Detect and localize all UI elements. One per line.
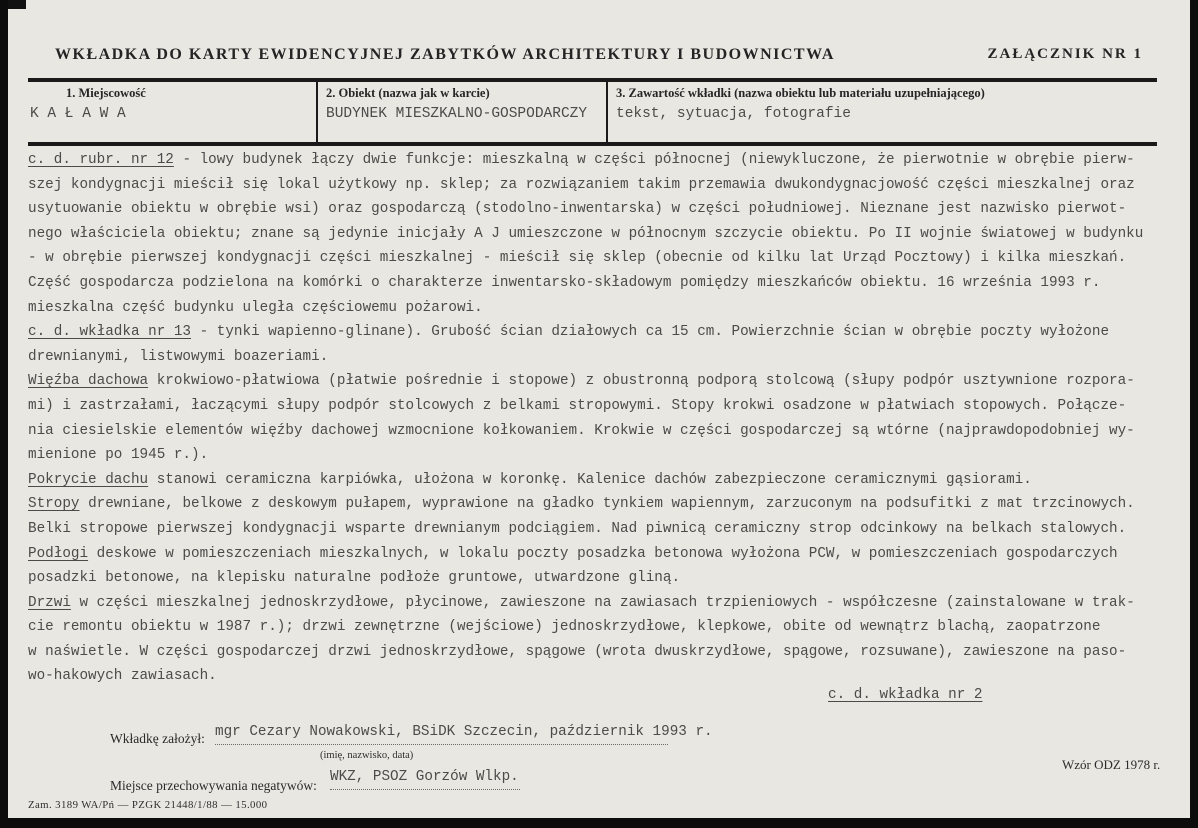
print-imprint: Zam. 3189 WA/Pń — PZGK 21448/1/88 — 15.000	[28, 799, 268, 811]
founder-caption: (imię, nazwisko, data)	[320, 750, 414, 761]
negatives-fill-line	[330, 767, 520, 790]
body-line: Stropy drewniane, belkowe z deskowym pułapem, wyprawione na gładko tynkiem wapiennym, zarzuconym na podsufitki z mat trzcinowych.	[28, 496, 1135, 513]
continuation-note: c. d. wkładka nr 2	[828, 687, 983, 703]
body-line: - w obrębie pierwszej kondygnacji części mieszkalnej - mieścił się sklep (obecnie od kilku lat Urząd Pocztowy) i kilka mieszkań.	[28, 250, 1127, 267]
scan-edge-right	[1190, 0, 1198, 828]
body-line: Pokrycie dachu stanowi ceramiczna karpiówka, ułożona w koronkę. Kalenice dachów zabezpieczone ceramicznymi gąsiorami.	[28, 471, 1032, 488]
founder-value: mgr Cezary Nowakowski, BSiDK Szczecin, październik 1993 r.	[215, 724, 713, 740]
body-line: Drzwi w części mieszkalnej jednoskrzydłowe, płycinowe, zawieszone na zawiasach trzpieniowych - współczesne (zainstalowane w trak-	[28, 594, 1135, 611]
body-line: c. d. wkładka nr 13 - tynki wapienno-glinane). Grubość ścian działowych ca 15 cm. Powierzchnie ścian w obrębie poczty wyłożone	[28, 324, 1110, 341]
field-zawartosc	[606, 82, 1157, 142]
body-line: mieszkalna część budynku uległa częściowemu pożarowi.	[28, 299, 483, 316]
body-line: c. d. rubr. nr 12 - lowy budynek łączy dwie funkcje: mieszkalną w części północnej (niewykluczone, że pierwotnie w obrębie pierw-	[28, 152, 1135, 168]
form-title: WKŁADKA DO KARTY EWIDENCYJNEJ ZABYTKÓW ARCHITEKTURY I BUDOWNICTWA	[55, 46, 835, 63]
body-line: w naświetle. W części gospodarczej drzwi jednoskrzydłowe, spągowe (wrota dwuskrzydłowe, spągowe, rozsuwane), zawieszone na paso-	[28, 643, 1127, 660]
founder-label: Wkładkę założył:	[110, 731, 205, 746]
field-value-obiekt: BUDYNEK MIESZKALNO-GOSPODARCZY	[326, 106, 588, 122]
body-line: szej kondygnacji mieścił się lokal użytkowy np. sklep; za rozwiązaniem takim przemawia dwukondygnacjowość części mieszkalnej oraz	[28, 176, 1135, 193]
body-line: wo-hakowych zawiasach.	[28, 668, 217, 685]
scan-edge-bottom	[0, 818, 1198, 828]
scan-mark-top-left	[8, 0, 26, 9]
body-text	[28, 148, 1178, 689]
negatives-label: Miejsce przechowywania negatywów:	[110, 778, 317, 793]
body-line: mi) i zastrzałami, łaczącymi słupy podpór stolcowych z belkami stropowymi. Stopy krokwi osadzone w płatwiach stopowych. Połącze-	[28, 397, 1127, 414]
field-miejscowosc	[28, 82, 316, 142]
founder-fill-line	[215, 722, 713, 745]
body-line-lead: Więźba dachowa	[28, 373, 149, 390]
field-value-miejscowosc: K A Ł A W A	[30, 106, 126, 122]
field-obiekt	[316, 82, 606, 142]
field-label-miejscowosc: 1. Miejscowość	[66, 86, 146, 100]
body-line-lead: Drzwi	[28, 594, 71, 611]
field-label-obiekt: 2. Obiekt (nazwa jak w karcie)	[326, 86, 490, 100]
negatives-value: WKZ, PSOZ Gorzów Wlkp.	[330, 769, 519, 785]
body-line: nia ciesielskie elementów więźby dachowej wzmocnione kołkowaniem. Krokwie w części gospodarczej są wtórne (najprawdopodobniej wy-	[28, 422, 1135, 439]
annex-label: ZAŁĄCZNIK NR 1	[987, 46, 1143, 62]
body-line: usytuowanie obiektu w obrębie wsi) oraz gospodarczą (stodolno-inwentarska) w części południowej. Nieznane jest nazwisko pierwot-	[28, 201, 1127, 218]
body-line-lead: c. d. rubr. nr 12	[28, 152, 174, 168]
form-pattern-note: Wzór ODZ 1978 r.	[1062, 757, 1161, 772]
scan-edge-left	[0, 0, 8, 828]
body-line: Podłogi deskowe w pomieszczeniach mieszkalnych, w lokalu poczty posadzka betonowa wyłożona PCW, w pomieszczeniach gospodarczych	[28, 545, 1118, 562]
body-line: posadzki betonowe, na klepisku naturalne podłoże gruntowe, utwardzone gliną.	[28, 570, 681, 587]
body-line: drewnianymi, listwowymi boazeriami.	[28, 348, 329, 365]
body-line: mienione po 1945 r.).	[28, 447, 209, 464]
body-line: cie remontu obiektu w 1987 r.); drzwi zewnętrzne (wejściowe) jednoskrzydłowe, klepkowe, obite od wewnątrz blachą, zaopatrzone	[28, 619, 1101, 636]
header	[55, 46, 1157, 64]
body-line: Część gospodarcza podzielona na komórki o charakterze inwentarsko-składowym pomiędzy mieszkańców obiektu. 16 września 1993 r.	[28, 274, 1101, 291]
field-label-zawartosc: 3. Zawartość wkładki (nazwa obiektu lub materiału uzupełniającego)	[616, 86, 985, 100]
field-value-zawartosc: tekst, sytuacja, fotografie	[616, 106, 851, 122]
body-line-lead: Pokrycie dachu	[28, 471, 149, 488]
body-line: Belki stropowe pierwszej kondygnacji wsparte drewnianym podciągiem. Nad piwnicą ceramiczny strop odcinkowy na belkach stalowych.	[28, 520, 1127, 537]
body-line-lead: c. d. wkładka nr 13	[28, 324, 192, 341]
body-line: nego właściciela obiektu; znane są jedynie inicjały A J umieszczone w północnym szczycie obiektu. Po II wojnie światowej w budynku	[28, 225, 1144, 242]
body-line: Więźba dachowa krokwiowo-płatwiowa (płatwie pośrednie i stopowe) z obustronną podporą stolcową (słupy podpór usztywnione rozpora-	[28, 373, 1135, 390]
id-table	[28, 78, 1157, 146]
body-line-lead: Podłogi	[28, 545, 89, 562]
body-line-lead: Stropy	[28, 496, 80, 513]
